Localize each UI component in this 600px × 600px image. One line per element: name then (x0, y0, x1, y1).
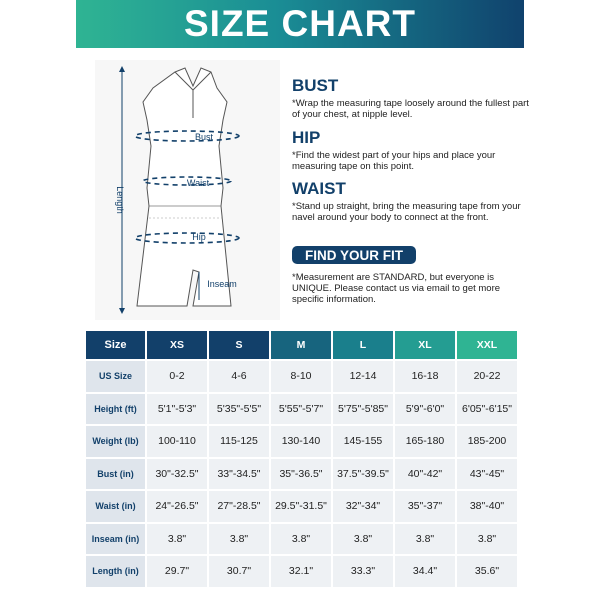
dress-figure (95, 60, 280, 320)
table-cell: 29.7" (147, 556, 207, 587)
table-cell: 4-6 (209, 361, 269, 392)
table-cell: 37.5"-39.5" (333, 459, 393, 490)
hip-instructions: *Find the widest part of your hips and place your measuring tape on this point. (292, 150, 496, 172)
find-your-fit-badge: FIND YOUR FIT (292, 246, 416, 264)
fit-note: *Measurement are STANDARD, but everyone is UNIQUE. Please contact us via email to get more specific information. (292, 272, 501, 305)
table-cell: 40"-42" (395, 459, 455, 490)
table-cell: 0-2 (147, 361, 207, 392)
row-label: Height (ft) (86, 394, 145, 425)
table-cell: 3.8" (271, 524, 331, 555)
table-cell: 6'05"-6'15" (457, 394, 517, 425)
table-row (86, 394, 517, 425)
bust-info (292, 76, 532, 120)
table-cell: 5'9"-6'0" (395, 394, 455, 425)
length-label: Length (115, 186, 125, 214)
table-cell: 165-180 (395, 426, 455, 457)
inseam-label: Inseam (207, 279, 237, 289)
table-cell: 3.8" (209, 524, 269, 555)
bust-label: Bust (194, 132, 214, 142)
hip-label: Hip (192, 232, 206, 242)
hip-info (292, 128, 532, 172)
waist-instructions: *Stand up straight, bring the measuring tape from your navel around your body to connect at the front. (292, 201, 521, 223)
row-label: Weight (lb) (86, 426, 145, 457)
table-cell: 12-14 (333, 361, 393, 392)
page-title: SIZE CHART (184, 3, 416, 44)
table-cell: 5'1"-5'3" (147, 394, 207, 425)
bust-heading: BUST (292, 76, 339, 95)
table-cell: 5'55"-5'7" (271, 394, 331, 425)
table-cell: 35"-37" (395, 491, 455, 522)
table-cell: 43"-45" (457, 459, 517, 490)
waist-info (292, 179, 532, 223)
table-cell: 30.7" (209, 556, 269, 587)
size-header-cell: S (209, 331, 269, 359)
waist-heading: WAIST (292, 179, 346, 198)
table-cell: 3.8" (333, 524, 393, 555)
table-row (86, 491, 517, 522)
table-cell: 3.8" (395, 524, 455, 555)
table-cell: 145-155 (333, 426, 393, 457)
row-label: Inseam (in) (86, 524, 145, 555)
row-label: Length (in) (86, 556, 145, 587)
table-cell: 20-22 (457, 361, 517, 392)
size-header-cell: M (271, 331, 331, 359)
table-cell: 16-18 (395, 361, 455, 392)
table-cell: 33"-34.5" (209, 459, 269, 490)
table-cell: 27"-28.5" (209, 491, 269, 522)
table-cell: 30"-32.5" (147, 459, 207, 490)
table-cell: 24"-26.5" (147, 491, 207, 522)
table-row (86, 459, 517, 490)
table-cell: 185-200 (457, 426, 517, 457)
table-cell: 3.8" (457, 524, 517, 555)
size-header-cell: XXL (457, 331, 517, 359)
row-label: Bust (in) (86, 459, 145, 490)
table-cell: 130-140 (271, 426, 331, 457)
row-label: US Size (86, 361, 145, 392)
table-cell: 35.6" (457, 556, 517, 587)
table-cell: 115-125 (209, 426, 269, 457)
table-cell: 38"-40" (457, 491, 517, 522)
size-header-cell: XS (147, 331, 207, 359)
dress-outline (95, 60, 280, 320)
table-row (86, 426, 517, 457)
waist-label: Waist (186, 178, 210, 188)
table-row (86, 556, 517, 587)
table-cell: 5'75"-5'85" (333, 394, 393, 425)
table-cell: 35"-36.5" (271, 459, 331, 490)
table-row (86, 361, 517, 392)
table-cell: 29.5"-31.5" (271, 491, 331, 522)
table-cell: 32.1" (271, 556, 331, 587)
row-label: Waist (in) (86, 491, 145, 522)
table-row (86, 524, 517, 555)
size-header-cell: L (333, 331, 393, 359)
table-cell: 33.3" (333, 556, 393, 587)
bust-instructions: *Wrap the measuring tape loosely around the fullest part of your chest, at nipple level. (292, 98, 529, 120)
table-cell: 34.4" (395, 556, 455, 587)
size-header-label: Size (86, 331, 145, 359)
hip-heading: HIP (292, 128, 321, 147)
size-table (84, 329, 519, 589)
table-cell: 8-10 (271, 361, 331, 392)
table-cell: 100-110 (147, 426, 207, 457)
table-cell: 5'35"-5'5" (209, 394, 269, 425)
title-banner (76, 0, 524, 48)
table-cell: 3.8" (147, 524, 207, 555)
size-header-row (86, 331, 517, 359)
table-cell: 32"-34" (333, 491, 393, 522)
size-header-cell: XL (395, 331, 455, 359)
